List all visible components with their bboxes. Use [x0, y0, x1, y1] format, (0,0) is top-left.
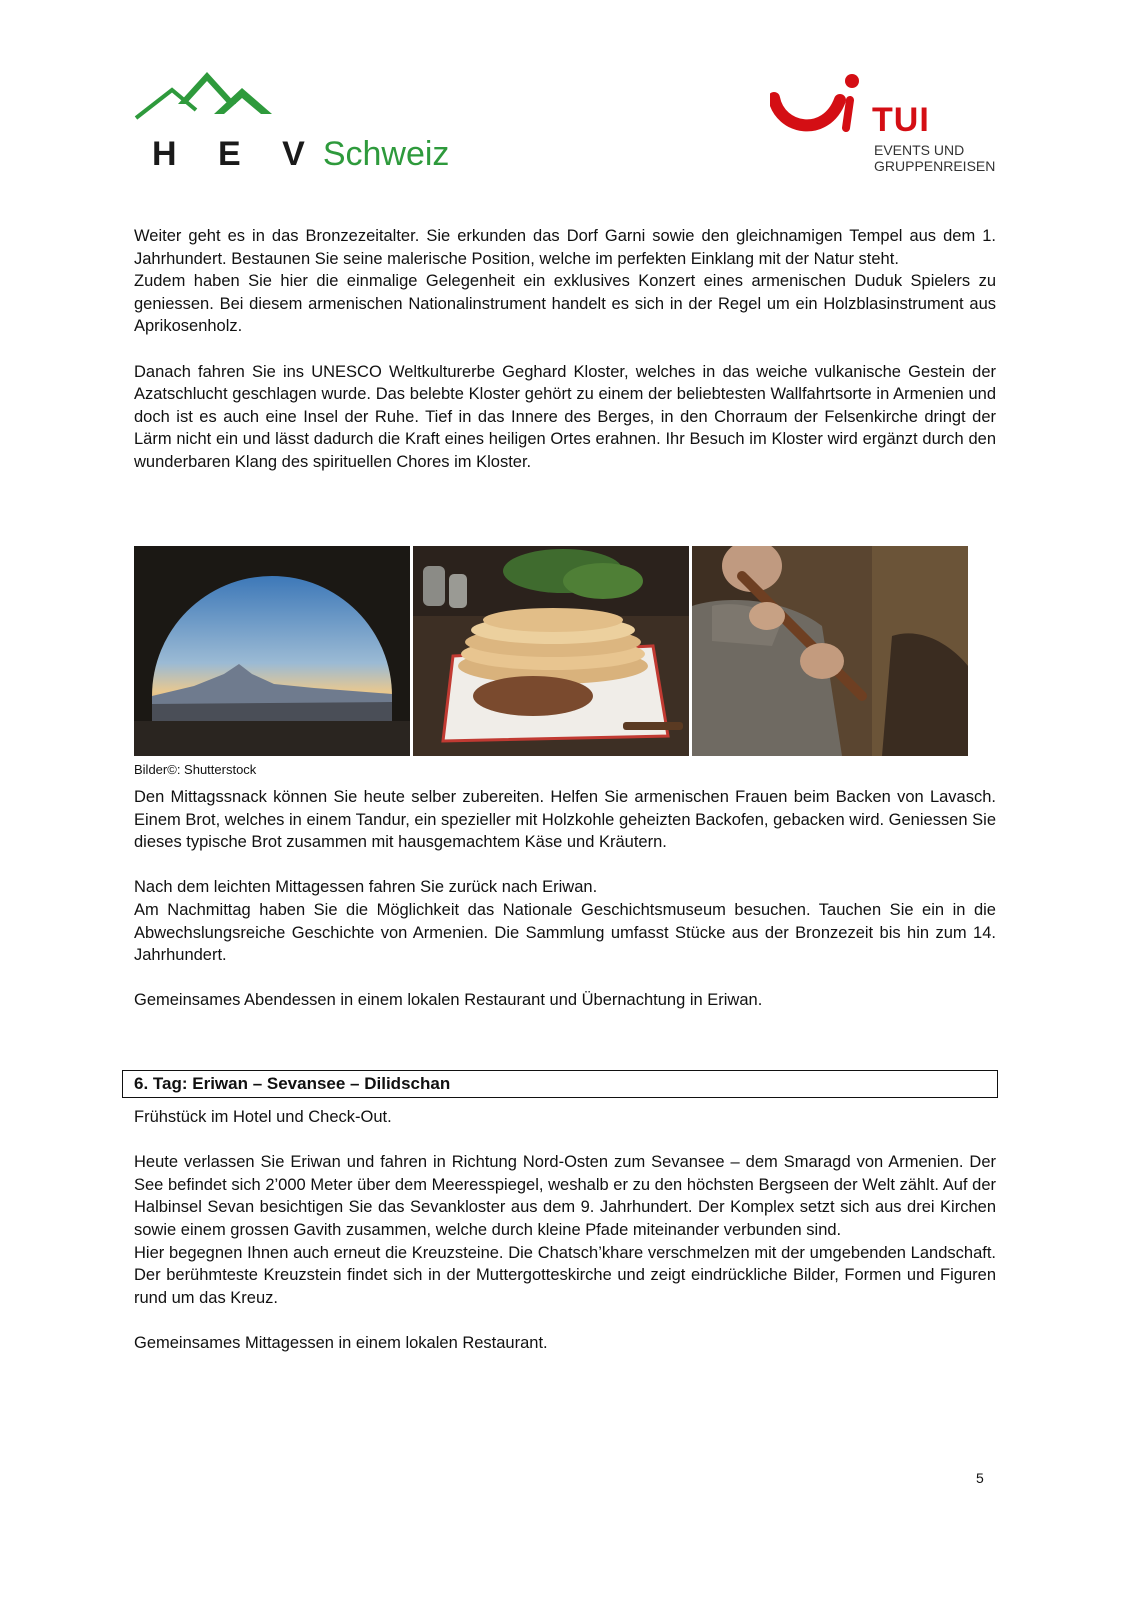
hev-schweiz-logo	[134, 68, 450, 178]
photo-caption: Bilder©: Shutterstock	[134, 762, 257, 777]
hev-schweiz-word: Schweiz	[322, 135, 450, 173]
paragraph-geghard: Danach fahren Sie ins UNESCO Weltkulturerbe Geghard Kloster, welches in das weiche vulkanische Gestein der Azatschlucht geschlagen wurde. Das belebte Kloster gehört zu einem der beliebtesten Wallfahrtsorte in Armenien und doch ist es auch eine Insel der Ruhe. Tief in das Innere des Berges, in den Chorraum der Felsenkirche dringt der Lärm nicht ein und lässt dadurch die Kraft eines heiligen Ortes erahnen. Ihr Besuch im Kloster wird ergänzt durch den wunderbaren Klang des spirituellen Chores im Kloster.	[134, 362, 996, 471]
page-number: 5	[976, 1470, 984, 1486]
paragraph-return-eriwan: Nach dem leichten Mittagessen fahren Sie zurück nach Eriwan.	[134, 878, 598, 897]
paragraph-lavasch: Den Mittagssnack können Sie heute selber zubereiten. Helfen Sie armenischen Frauen beim Backen von Lavasch. Einem Brot, welches in einem Tandur, ein spezieller mit Holzkohle geheizten Backofen, gebacken wird. Geniessen Sie dieses typische Brot zusammen mit hausgemachtem Käse und Kräutern.	[134, 788, 996, 852]
lavash-bread-photo	[413, 546, 689, 756]
hev-roof-icon	[134, 68, 284, 128]
day-heading-box	[122, 1070, 998, 1098]
paragraph-museum: Am Nachmittag haben Sie die Möglichkeit das Nationale Geschichtsmuseum besuchen. Tauchen Sie ein in die Abwechslungsreiche Geschichte von Armenien. Die Sammlung umfasst Stücke aus der Bronzezeit bis hin zum 14. Jahrhundert.	[134, 900, 996, 965]
duduk-player-photo	[692, 546, 968, 756]
paragraph-lunch: Gemeinsames Mittagessen in einem lokalen Restaurant.	[134, 1333, 548, 1352]
tui-logo	[770, 72, 1000, 182]
paragraph-kreuzsteine: Hier begegnen Ihnen auch erneut die Kreuzsteine. Die Chatsch’khare verschmelzen mit der umgebenden Landschaft. Der berühmteste Kreuzstein findet sich in der Muttergotteskirche und zeigt eindrückliche Bilder, Formen und Figuren rund um das Kreuz.	[134, 1243, 996, 1307]
intro-text-block	[134, 225, 996, 474]
hev-letters: H E V	[152, 135, 321, 173]
paragraph-duduk: Zudem haben Sie hier die einmalige Gelegenheit ein exklusives Konzert eines armenischen Duduk Spielers zu geniessen. Bei diesem armenischen Nationalinstrument handelt es sich in der Regel um ein Holzblasinstrument aus Aprikosenholz.	[134, 272, 996, 336]
tui-subtitle-line-1: EVENTS UND	[874, 142, 965, 158]
afternoon-text-block	[134, 786, 996, 1012]
photo-strip	[134, 546, 980, 756]
lavash-bread-image	[413, 546, 689, 756]
paragraph-sevansee: Heute verlassen Sie Eriwan und fahren in Richtung Nord-Osten zum Sevansee – dem Smaragd von Armenien. Der See befindet sich 2’000 Meter über dem Meeresspiegel, weshalb er zu den höchsten Bergseen der Welt zählt. Auf der Halbinsel Sevan besichtigen Sie das Sevankloster aus dem 9. Jahrhundert. Der Komplex setzt sich aus drei Kirchen sowie einem grossen Gavith zusammen, welche durch kleine Pfade miteinander verbunden sind.	[134, 1153, 996, 1239]
duduk-player-image	[692, 546, 968, 756]
paragraph-breakfast: Frühstück im Hotel und Check-Out.	[134, 1108, 392, 1126]
tui-wordmark: TUI	[872, 101, 930, 139]
tui-subtitle-line-2: GRUPPENREISEN	[874, 158, 996, 174]
tui-smile-icon	[770, 72, 870, 142]
arched-window-mountain-photo	[134, 546, 410, 756]
tui-subtitle	[874, 142, 995, 174]
arched-window-image	[134, 546, 410, 756]
paragraph-dinner: Gemeinsames Abendessen in einem lokalen Restaurant und Übernachtung in Eriwan.	[134, 991, 763, 1010]
day-heading-text: 6. Tag: Eriwan – Sevansee – Dilidschan	[134, 1074, 451, 1093]
hev-logo-text	[152, 134, 449, 174]
paragraph-garni: Weiter geht es in das Bronzezeitalter. Sie erkunden das Dorf Garni sowie den gleichnamigen Tempel aus dem 1. Jahrhundert. Bestaunen Sie seine malerische Position, welche im perfekten Einklang mit der Natur steht.	[134, 227, 996, 268]
day6-text-block	[134, 1106, 996, 1355]
